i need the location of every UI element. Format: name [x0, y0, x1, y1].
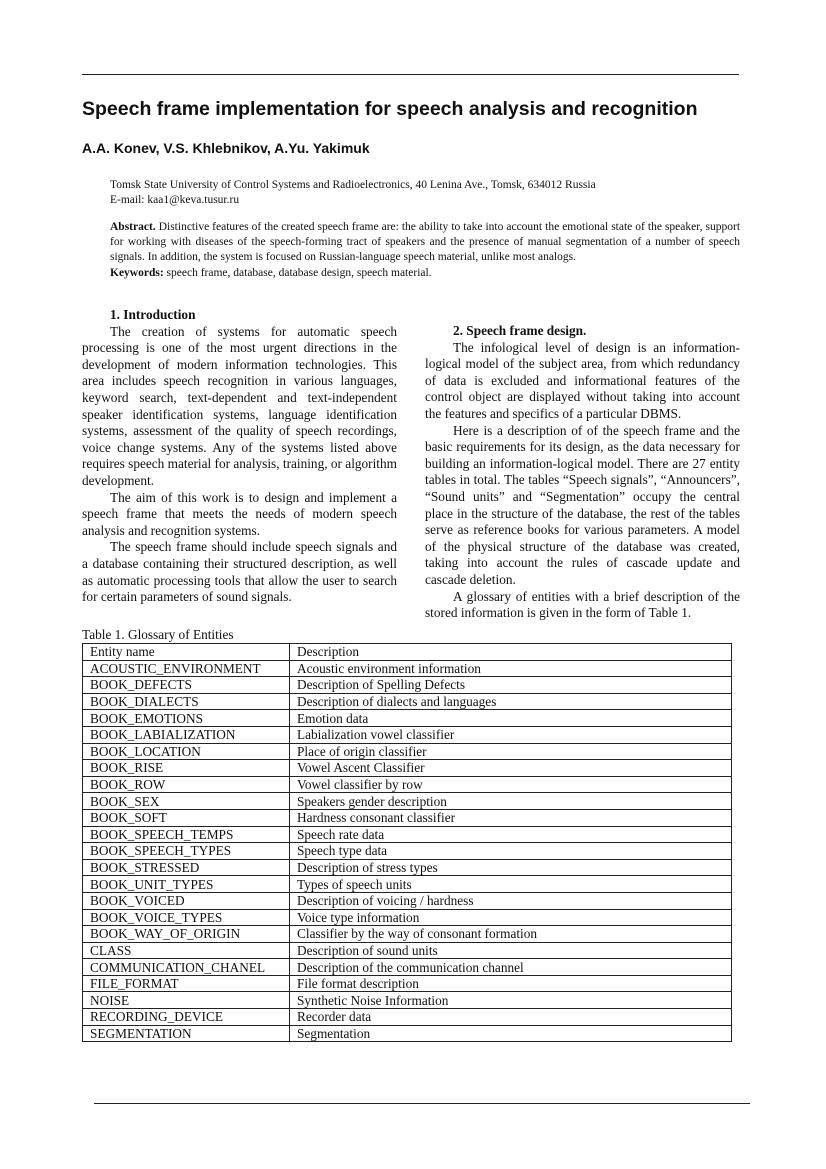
section-2-paragraph: The infological level of design is an information-logical model of the subject area, from which redundancy of data is excluded and informational features of the control object are displayed without taking into account the features and specifics of a particular DBMS. [425, 339, 740, 421]
description-cell: Description of stress types [290, 859, 732, 876]
abstract-label: Abstract. [110, 221, 156, 233]
entity-name-cell: BOOK_SOFT [83, 809, 290, 826]
header-rule [82, 74, 739, 75]
description-cell: Speech rate data [290, 826, 732, 843]
entity-name-cell: BOOK_EMOTIONS [83, 710, 290, 727]
footer-rule [94, 1103, 750, 1104]
table-row [83, 793, 732, 810]
entity-name-cell: BOOK_WAY_OF_ORIGIN [83, 926, 290, 943]
left-column [82, 307, 397, 606]
entity-name-cell: BOOK_DIALECTS [83, 693, 290, 710]
description-cell: Classifier by the way of consonant formation [290, 926, 732, 943]
entity-name-cell: ACOUSTIC_ENVIRONMENT [83, 660, 290, 677]
entity-name-cell: BOOK_ROW [83, 776, 290, 793]
description-cell: Labialization vowel classifier [290, 726, 732, 743]
description-cell: Description of sound units [290, 942, 732, 959]
table-row [83, 909, 732, 926]
table-row [83, 726, 732, 743]
entity-name-cell: BOOK_SEX [83, 793, 290, 810]
entity-name-cell: BOOK_VOICE_TYPES [83, 909, 290, 926]
table-row [83, 1009, 732, 1026]
description-cell: Description of voicing / hardness [290, 892, 732, 909]
affiliation-text: Tomsk State University of Control Systems and Radioelectronics, 40 Lenina Ave., Tomsk, 634012 Russia [110, 179, 596, 191]
abstract-block [110, 220, 740, 281]
table-row [83, 926, 732, 943]
table-header-row [83, 644, 732, 661]
description-cell: Emotion data [290, 710, 732, 727]
entity-name-cell: BOOK_SPEECH_TYPES [83, 843, 290, 860]
entity-name-cell: BOOK_LABIALIZATION [83, 726, 290, 743]
entity-name-cell: BOOK_LOCATION [83, 743, 290, 760]
description-cell: Speech type data [290, 843, 732, 860]
table-row [83, 859, 732, 876]
description-cell: Segmentation [290, 1025, 732, 1042]
entity-name-cell: BOOK_UNIT_TYPES [83, 876, 290, 893]
author-email: E-mail: kaa1@keva.tusur.ru [110, 194, 240, 206]
entity-name-cell: CLASS [83, 942, 290, 959]
description-cell: Hardness consonant classifier [290, 809, 732, 826]
column-header-description: Description [290, 644, 732, 661]
table-row [83, 843, 732, 860]
table-row [83, 660, 732, 677]
section-2-paragraph: A glossary of entities with a brief description of the stored information is given in the form of Table 1. [425, 588, 740, 621]
table-row [83, 826, 732, 843]
entity-name-cell: FILE_FORMAT [83, 975, 290, 992]
keywords-paragraph [110, 266, 740, 281]
table-row [83, 876, 732, 893]
description-cell: Voice type information [290, 909, 732, 926]
table-row [83, 693, 732, 710]
section-2-paragraph: Here is a description of of the speech frame and the basic requirements for its design, as the data necessary for building an information-logical model. There are 27 entity tables in total. The tables “Speech signals”, “Announcers”, “Sound units” and “Segmentation” occupy the central place in the structure of the database, the rest of the tables serve as reference books for various parameters. A model of the physical structure of the database was created, taking into account the rules of cascade update and cascade deletion. [425, 422, 740, 587]
entities-table [82, 643, 732, 1042]
section-1-paragraph: The creation of systems for automatic speech processing is one of the most urgent directions in the development of modern information technologies. This area includes speech recognition in various languages, keyword search, text-dependent and text-independent speaker identification systems, language identification systems, assessment of the quality of speech recordings, voice change systems. Any of the systems listed above requires speech material for analysis, training, or algorithm development. [82, 323, 397, 488]
section-1-heading: 1. Introduction [110, 307, 196, 322]
description-cell: Vowel Ascent Classifier [290, 760, 732, 777]
keywords-text: speech frame, database, database design, speech material. [166, 266, 432, 279]
table-row [83, 975, 732, 992]
table-body [83, 660, 732, 1042]
keywords-label: Keywords: [110, 266, 164, 279]
description-cell: Recorder data [290, 1009, 732, 1026]
column-header-entity: Entity name [83, 644, 290, 661]
section-1-paragraph: The speech frame should include speech signals and a database containing their structured description, as well as automatic processing tools that allow the user to search for certain parameters of sound signals. [82, 539, 397, 605]
entity-name-cell: RECORDING_DEVICE [83, 1009, 290, 1026]
entity-name-cell: BOOK_RISE [83, 760, 290, 777]
table-row [83, 959, 732, 976]
table-row [83, 710, 732, 727]
table-row [83, 743, 732, 760]
entity-name-cell: BOOK_SPEECH_TEMPS [83, 826, 290, 843]
description-cell: Description of Spelling Defects [290, 677, 732, 694]
entity-name-cell: SEGMENTATION [83, 1025, 290, 1042]
paper-title: Speech frame implementation for speech analysis and recognition [82, 98, 698, 120]
table-caption: Table 1. Glossary of Entities [82, 627, 234, 642]
section-1-paragraph: The aim of this work is to design and implement a speech frame that meets the needs of modern speech analysis and recognition systems. [82, 489, 397, 538]
entity-name-cell: BOOK_STRESSED [83, 859, 290, 876]
description-cell: Types of speech units [290, 876, 732, 893]
description-cell: Vowel classifier by row [290, 776, 732, 793]
paper-authors: A.A. Konev, V.S. Khlebnikov, A.Yu. Yakimuk [82, 140, 370, 156]
description-cell: Description of the communication channel [290, 959, 732, 976]
affiliation-block [110, 178, 740, 208]
entity-name-cell: BOOK_DEFECTS [83, 677, 290, 694]
description-cell: Synthetic Noise Information [290, 992, 732, 1009]
abstract-paragraph [110, 220, 740, 266]
description-cell: Speakers gender description [290, 793, 732, 810]
entity-name-cell: COMMUNICATION_CHANEL [83, 959, 290, 976]
right-column [425, 307, 740, 622]
abstract-text: Distinctive features of the created speech frame are: the ability to take into account the emotional state of the speaker, support for working with diseases of the speech-forming tract of speakers and the presence of manual segmentation of a number of speech signals. In addition, the system is focused on Russian-language speech material, unlike most analogs. [110, 221, 741, 264]
table-row [83, 1025, 732, 1042]
section-2-heading: 2. Speech frame design. [453, 323, 587, 338]
entity-name-cell: NOISE [83, 992, 290, 1009]
table-row [83, 776, 732, 793]
description-cell: Description of dialects and languages [290, 693, 732, 710]
description-cell: Place of origin classifier [290, 743, 732, 760]
table-row [83, 992, 732, 1009]
table-row [83, 892, 732, 909]
table-row [83, 942, 732, 959]
description-cell: File format description [290, 975, 732, 992]
entity-name-cell: BOOK_VOICED [83, 892, 290, 909]
table-row [83, 809, 732, 826]
table-row [83, 760, 732, 777]
table-row [83, 677, 732, 694]
description-cell: Acoustic environment information [290, 660, 732, 677]
